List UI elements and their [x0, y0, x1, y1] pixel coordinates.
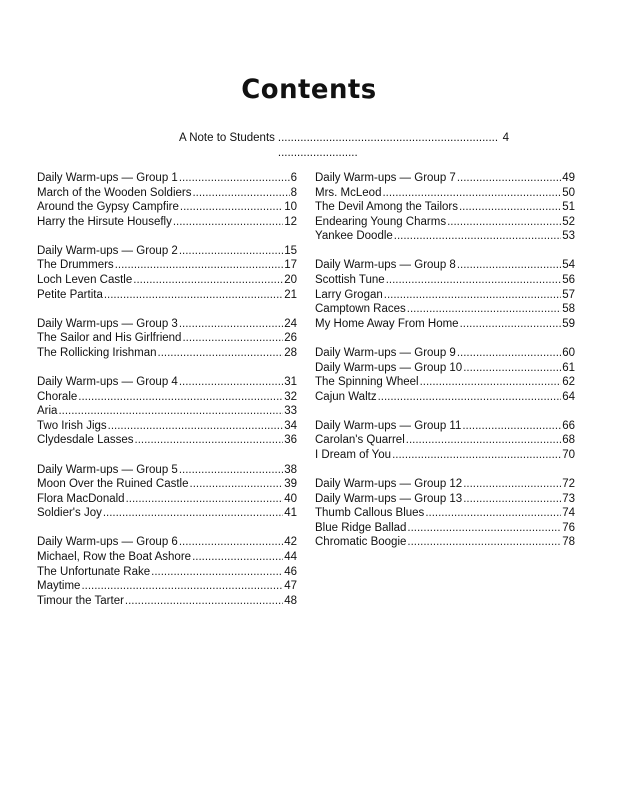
toc-entry — [37, 433, 297, 448]
leader-dots — [382, 186, 561, 201]
toc-entry — [37, 375, 297, 390]
toc-entry — [315, 346, 575, 361]
toc-entry-page: 24 — [284, 317, 297, 330]
toc-entry-page: 39 — [284, 478, 297, 491]
toc-group — [315, 258, 575, 331]
toc-entry-page: 17 — [284, 259, 297, 272]
leader-dots — [58, 404, 283, 419]
toc-entry — [315, 521, 575, 536]
leader-dots — [192, 550, 283, 565]
toc-entry-title: The Devil Among the Tailors — [315, 201, 458, 214]
toc-entry-title: Maytime — [37, 580, 81, 593]
toc-group — [315, 477, 575, 550]
leader-dots — [394, 229, 561, 244]
leader-dots — [406, 433, 561, 448]
toc-entry-title: Clydesdale Lasses — [37, 434, 134, 447]
toc-entry-page: 53 — [562, 230, 575, 243]
leader-dots — [462, 419, 561, 434]
toc-entry-title: Daily Warm-ups — Group 10 — [315, 361, 463, 374]
toc-entry — [315, 229, 575, 244]
toc-entry-title: Scottish Tune — [315, 274, 385, 287]
toc-entry — [315, 477, 575, 492]
toc-group — [315, 171, 575, 244]
leader-dots — [135, 433, 284, 448]
toc-entry-page: 52 — [562, 215, 575, 228]
leader-dots — [78, 390, 283, 405]
toc-entry-page: 54 — [562, 259, 575, 272]
toc-entry-title: Thumb Callous Blues — [315, 507, 425, 520]
toc-entry-page: 78 — [562, 536, 575, 549]
leader-dots — [386, 273, 562, 288]
leader-dots — [278, 131, 500, 161]
toc-entry-page: 73 — [562, 492, 575, 505]
toc-entry-page: 64 — [562, 390, 575, 403]
leader-dots — [378, 390, 562, 405]
toc-entry-page: 36 — [284, 434, 297, 447]
toc-entry — [37, 535, 297, 550]
leader-dots — [447, 215, 561, 230]
toc-entry-title: Moon Over the Ruined Castle — [37, 478, 189, 491]
toc-entry — [37, 419, 297, 434]
toc-entry — [37, 186, 297, 201]
toc-entry-title: Daily Warm-ups — Group 4 — [37, 376, 178, 389]
toc-entry-title: March of the Wooden Soldiers — [37, 186, 192, 199]
toc-entry-title: Chorale — [37, 390, 78, 403]
toc-entry-page: 57 — [562, 288, 575, 301]
toc-group — [315, 346, 575, 404]
toc-entry-title: Flora MacDonald — [37, 492, 125, 505]
leader-dots — [420, 375, 562, 390]
toc-entry-page: 50 — [562, 186, 575, 199]
toc-entry-page: 44 — [284, 550, 297, 563]
leader-dots — [192, 186, 289, 201]
toc-entry-title: Petite Partita — [37, 288, 103, 301]
toc-entry-page: 10 — [284, 201, 297, 214]
toc-entry-title: Daily Warm-ups — Group 2 — [37, 244, 178, 257]
leader-dots — [425, 506, 561, 521]
toc-entry-page: 76 — [562, 521, 575, 534]
toc-entry — [37, 200, 297, 215]
toc-entry-page: 49 — [562, 172, 575, 184]
toc-entry-page: 72 — [562, 478, 575, 491]
leader-dots — [384, 288, 561, 303]
toc-entry — [315, 200, 575, 215]
toc-entry — [315, 186, 575, 201]
toc-group — [315, 419, 575, 463]
leader-dots — [182, 331, 283, 346]
toc-group — [37, 171, 297, 229]
toc-entry-page: 56 — [562, 274, 575, 287]
toc-entry-title: Blue Ridge Ballad — [315, 521, 407, 534]
toc-group — [37, 317, 297, 361]
leader-dots — [463, 477, 561, 492]
toc-entry — [37, 171, 297, 186]
toc-group — [37, 535, 297, 608]
toc-entry-title: Daily Warm-ups — Group 7 — [315, 172, 456, 184]
leader-dots — [179, 171, 290, 186]
toc-entry — [315, 419, 575, 434]
toc-entry-title: Daily Warm-ups — Group 3 — [37, 317, 178, 330]
leader-dots — [179, 535, 283, 550]
toc-entry-page: 41 — [284, 507, 297, 520]
toc-entry-title: Aria — [37, 405, 58, 418]
toc-entry — [37, 404, 297, 419]
toc-entry — [315, 317, 575, 332]
toc-entry-page: 51 — [562, 201, 575, 214]
toc-entry — [315, 258, 575, 273]
leader-dots — [125, 594, 283, 609]
toc-entry-page: 4 — [502, 132, 509, 144]
toc-entry — [315, 375, 575, 390]
toc-entry — [37, 258, 297, 273]
toc-entry-page: 59 — [562, 317, 575, 330]
leader-dots — [457, 258, 561, 273]
toc-entry — [315, 492, 575, 507]
toc-column-right — [315, 171, 575, 565]
toc-entry-title: Carolan's Quarrel — [315, 434, 405, 447]
toc-entry-page: 34 — [284, 419, 297, 432]
toc-entry-title: Two Irish Jigs — [37, 419, 107, 432]
toc-entry-page: 21 — [284, 288, 297, 301]
toc-entry-page: 15 — [284, 244, 297, 257]
leader-dots — [180, 200, 283, 215]
toc-entry-title: Timour the Tarter — [37, 594, 124, 607]
toc-entry — [315, 506, 575, 521]
toc-entry-page: 28 — [284, 346, 297, 359]
toc-entry-title: Daily Warm-ups — Group 6 — [37, 536, 178, 549]
leader-dots — [463, 361, 561, 376]
toc-entry-page: 61 — [562, 361, 575, 374]
leader-dots — [407, 535, 561, 550]
leader-dots — [108, 419, 284, 434]
toc-column-left — [37, 171, 297, 623]
toc-entry — [37, 288, 297, 303]
toc-group — [37, 244, 297, 302]
toc-entry-page: 58 — [562, 303, 575, 316]
toc-entry-title: Daily Warm-ups — Group 9 — [315, 346, 456, 359]
toc-entry-title: Soldier's Joy — [37, 507, 102, 520]
leader-dots — [463, 492, 561, 507]
toc-group — [37, 463, 297, 521]
toc-entry-title: Michael, Row the Boat Ashore — [37, 550, 192, 563]
toc-entry-page: 32 — [284, 390, 297, 403]
toc-entry-title: Daily Warm-ups — Group 13 — [315, 492, 463, 505]
leader-dots — [179, 375, 283, 390]
toc-entry-page: 68 — [562, 434, 575, 447]
toc-entry-title: The Sailor and His Girlfriend — [37, 332, 182, 345]
toc-entry-page: 48 — [284, 594, 297, 607]
toc-entry — [315, 288, 575, 303]
toc-entry — [37, 492, 297, 507]
toc-entry-title: Yankee Doodle — [315, 230, 393, 243]
toc-entry — [37, 215, 297, 230]
toc-entry-title: Daily Warm-ups — Group 12 — [315, 478, 463, 491]
toc-entry-title: My Home Away From Home — [315, 317, 459, 330]
toc-entry-title: Loch Leven Castle — [37, 274, 133, 287]
toc-entry — [315, 361, 575, 376]
leader-dots — [126, 492, 284, 507]
leader-dots — [115, 258, 284, 273]
leader-dots — [179, 317, 283, 332]
toc-entry-page: 12 — [284, 215, 297, 228]
toc-entry — [315, 390, 575, 405]
toc-entry — [37, 565, 297, 580]
toc-entry — [37, 390, 297, 405]
leader-dots — [459, 200, 561, 215]
toc-entry-page: 20 — [284, 274, 297, 287]
toc-entry — [37, 463, 297, 478]
toc-entry-title: Daily Warm-ups — Group 8 — [315, 259, 456, 272]
toc-entry-title: Cajun Waltz — [315, 390, 377, 403]
toc-entry — [37, 244, 297, 259]
toc-entry-title: Larry Grogan — [315, 288, 383, 301]
toc-entry — [37, 579, 297, 594]
leader-dots — [457, 171, 561, 186]
toc-entry-title: Around the Gypsy Campfire — [37, 201, 179, 214]
toc-entry-title: Daily Warm-ups — Group 11 — [315, 419, 462, 432]
toc-entry — [37, 331, 297, 346]
toc-entry-title: Chromatic Boogie — [315, 536, 407, 549]
toc-entry-title: Mrs. McLeod — [315, 186, 382, 199]
toc-entry-page: 47 — [284, 580, 297, 593]
leader-dots — [173, 215, 283, 230]
toc-entry — [315, 171, 575, 186]
leader-dots — [407, 521, 561, 536]
toc-entry-title: Daily Warm-ups — Group 5 — [37, 463, 178, 476]
leader-dots — [179, 244, 283, 259]
toc-entry — [37, 273, 297, 288]
toc-entry-page: 74 — [562, 507, 575, 520]
leader-dots — [104, 288, 283, 303]
toc-entry — [37, 594, 297, 609]
toc-entry-page: 60 — [562, 346, 575, 359]
toc-entry-page: 31 — [284, 376, 297, 389]
leader-dots — [460, 317, 562, 332]
leader-dots — [158, 346, 284, 361]
leader-dots — [103, 506, 283, 521]
toc-entry-page: 26 — [284, 332, 297, 345]
toc-entry — [37, 506, 297, 521]
toc-entry-page: 38 — [284, 463, 297, 476]
toc-group — [37, 375, 297, 448]
leader-dots — [179, 463, 283, 478]
toc-entry-title: The Spinning Wheel — [315, 376, 419, 389]
toc-entry — [37, 550, 297, 565]
leader-dots — [392, 448, 561, 463]
toc-entry-title: Harry the Hirsute Housefly — [37, 215, 172, 228]
toc-entry-page: 62 — [562, 376, 575, 389]
toc-entry — [315, 433, 575, 448]
toc-entry-page: 8 — [290, 186, 297, 199]
toc-entry — [37, 317, 297, 332]
toc-entry — [315, 302, 575, 317]
leader-dots — [190, 477, 284, 492]
leader-dots — [407, 302, 561, 317]
toc-entry-title: The Drummers — [37, 259, 114, 272]
toc-entry-title: The Rollicking Irishman — [37, 346, 157, 359]
toc-entry — [315, 448, 575, 463]
leader-dots — [81, 579, 283, 594]
toc-entry-page: 42 — [284, 536, 297, 549]
toc-entry-page: 40 — [284, 492, 297, 505]
leader-dots — [151, 565, 283, 580]
toc-entry — [315, 273, 575, 288]
toc-entry-page: 46 — [284, 565, 297, 578]
toc-entry-title: The Unfortunate Rake — [37, 565, 151, 578]
page-title: Contents — [241, 74, 377, 105]
toc-entry-title: Camptown Races — [315, 303, 406, 316]
toc-entry-title: Daily Warm-ups — Group 1 — [37, 172, 178, 184]
toc-entry — [37, 346, 297, 361]
toc-entry-page: 70 — [562, 449, 575, 461]
toc-entry-note — [179, 131, 509, 161]
toc-entry-title: A Note to Students — [179, 132, 275, 144]
toc-entry — [315, 535, 575, 550]
leader-dots — [133, 273, 283, 288]
toc-entry-title: Endearing Young Charms — [315, 215, 447, 228]
toc-entry — [37, 477, 297, 492]
toc-entry-page: 6 — [290, 172, 297, 184]
toc-entry-title: I Dream of You — [315, 449, 392, 461]
leader-dots — [457, 346, 561, 361]
toc-entry-page: 66 — [562, 419, 575, 432]
toc-entry — [315, 215, 575, 230]
toc-entry-page: 33 — [284, 405, 297, 418]
